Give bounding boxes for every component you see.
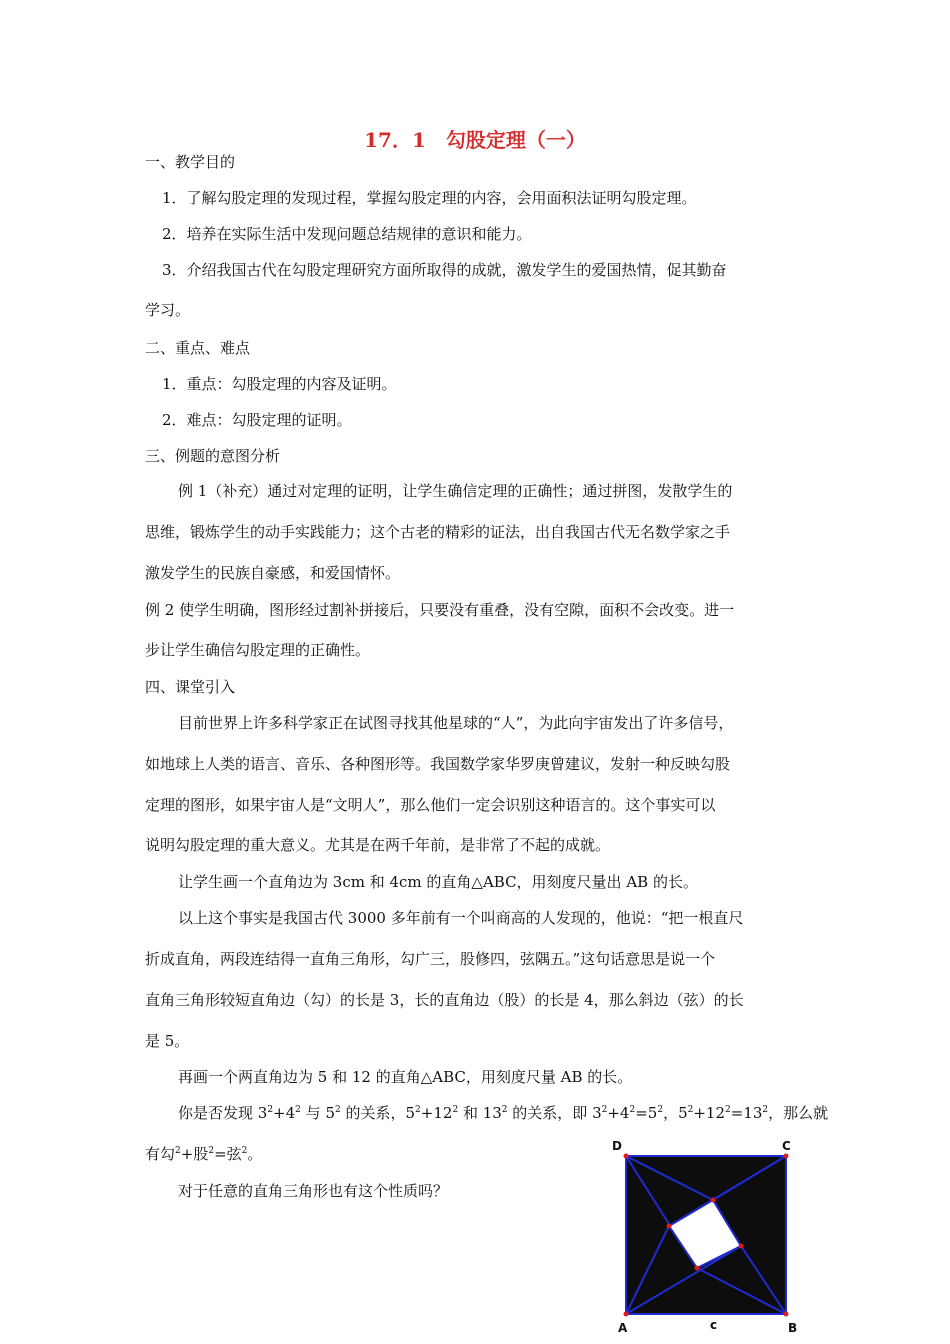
objective-item: 3．介绍我国古代在勾股定理研究方面所取得的成就，激发学生的爱国热情，促其勤奋 [162,261,727,279]
pythagorean-proof-figure [608,1136,808,1336]
point [784,1312,789,1317]
point [667,1224,672,1229]
point [739,1244,744,1249]
label-c-bottom: c [710,1318,718,1332]
paragraph-line: 激发学生的民族自豪感，和爱国情怀。 [145,564,401,582]
point [695,1266,700,1271]
paragraph-line: 说明勾股定理的重大意义。尤其是在两千年前，是非常了不起的成就。 [145,836,611,854]
section-heading-example-analysis: 三、例题的意图分析 [145,447,281,465]
paragraph-line: 例 2 使学生明确，图形经过割补拼接后，只要没有重叠，没有空隙，面积不会改变。进一 [145,601,735,619]
section-heading-key-points: 二、重点、难点 [145,339,251,357]
point [784,1154,789,1159]
label-b: B [788,1321,798,1335]
label-d: D [612,1139,622,1153]
key-point-item: 2．难点：勾股定理的证明。 [162,411,352,429]
point [624,1312,629,1317]
section-heading-objectives: 一、教学目的 [145,153,236,171]
paragraph-line: 让学生画一个直角边为 3cm 和 4cm 的直角△ABC，用刻度尺量出 AB 的长。 [178,873,698,891]
objective-item-continued: 学习。 [145,301,191,319]
point [711,1198,716,1203]
label-c-top: C [782,1139,791,1153]
paragraph-line: 步让学生确信勾股定理的正确性。 [145,641,371,659]
paragraph-line: 思维，锻炼学生的动手实践能力；这个古老的精彩的证法，出自我国古代无名数学家之手 [145,523,731,541]
paragraph-line: 直角三角形较短直角边（勾）的长是 3，长的直角边（股）的长是 4，那么斜边（弦）的长 [145,991,744,1009]
paragraph-line: 目前世界上许多科学家正在试图寻找其他星球的“人”，为此向宇宙发出了许多信号， [178,714,734,732]
label-a: A [618,1321,628,1335]
paragraph-line: 对于任意的直角三角形也有这个性质吗？ [178,1182,449,1200]
objective-item: 2．培养在实际生活中发现问题总结规律的意识和能力。 [162,225,532,243]
paragraph-line: 如地球上人类的语言、音乐、各种图形等。我国数学家华罗庚曾建议，发射一种反映勾股 [145,755,731,773]
objective-item: 1．了解勾股定理的发现过程，掌握勾股定理的内容，会用面积法证明勾股定理。 [162,189,697,207]
paragraph-line: 是 5。 [145,1032,190,1050]
paragraph-line: 定理的图形，如果宇宙人是“文明人”，那么他们一定会识别这种语言的。这个事实可以 [145,796,716,814]
paragraph-line: 再画一个两直角边为 5 和 12 的直角△ABC，用刻度尺量 AB 的长。 [178,1068,633,1086]
paragraph-line: 折成直角，两段连结得一直角三角形，勾广三，股修四，弦隅五。”这句话意思是说一个 [145,950,716,968]
paragraph-line: 以上这个事实是我国古代 3000 多年前有一个叫商高的人发现的，他说：“把一根直尺 [178,909,744,927]
pythagorean-conclusion-line: 有勾$^2$+股$^2$=弦$^2$。 [145,1145,263,1163]
paragraph-line: 例 1（补充）通过对定理的证明，让学生确信定理的正确性；通过拼图，发散学生的 [178,482,733,500]
key-point-item: 1．重点：勾股定理的内容及证明。 [162,375,397,393]
page-title: 17．1 勾股定理（一） [364,128,586,152]
squares-relation-line: 你是否发现 $3^2+4^2$ 与 $5^2$ 的关系，$5^2+12^2$ 和 $13^2$ 的关系，即 $3^2+4^2=5^2$，$5^2+12^2=13^2$，那么就 [178,1104,829,1122]
section-heading-introduction: 四、课堂引入 [145,678,236,696]
point [624,1154,629,1159]
